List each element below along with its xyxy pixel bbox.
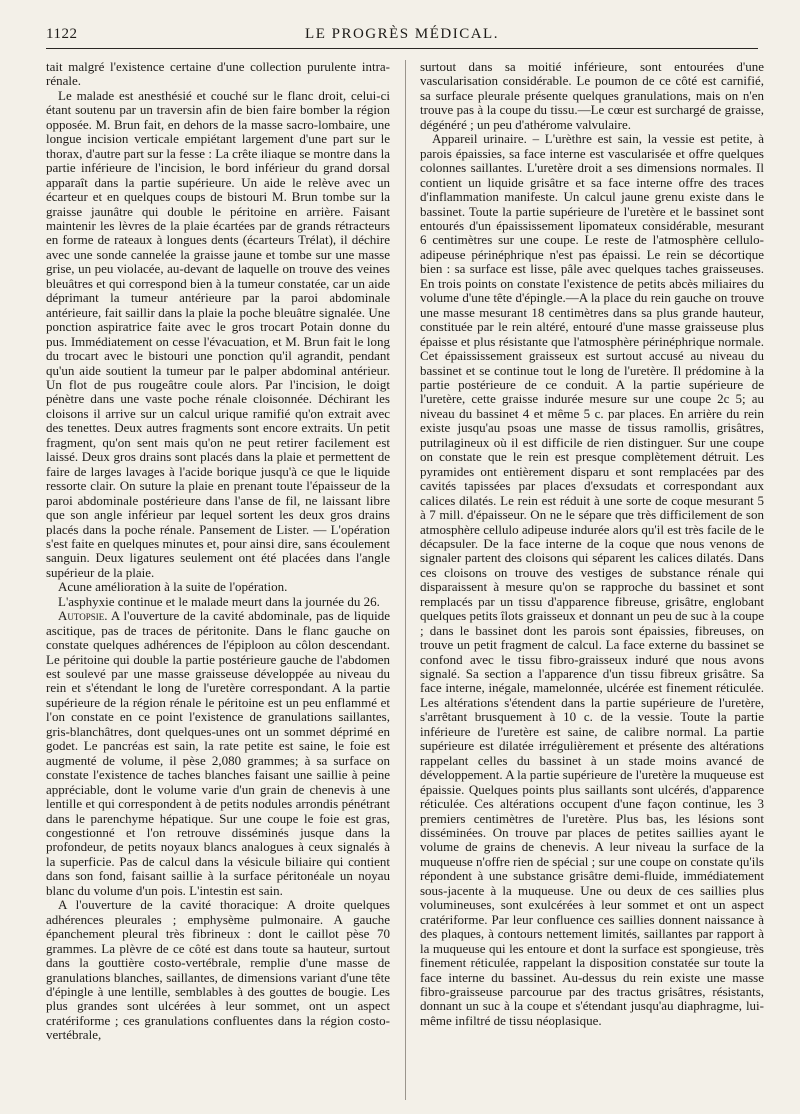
paragraph bbox=[420, 60, 764, 132]
paragraph bbox=[46, 89, 390, 580]
section-lead: Autopsie. bbox=[58, 608, 108, 624]
paragraph-text: tait malgré l'existence certaine d'une collection purulente intra-rénale. bbox=[46, 60, 390, 89]
right-column bbox=[420, 60, 764, 1100]
paragraph bbox=[46, 595, 390, 609]
running-title: LE PROGRÈS MÉDICAL. bbox=[305, 26, 499, 42]
paragraph bbox=[46, 580, 390, 594]
header-rule bbox=[46, 48, 758, 49]
paragraph-text: L'asphyxie continue et le malade meurt dans la journée du 26. bbox=[58, 593, 380, 609]
page-header bbox=[46, 26, 758, 48]
paragraph-text: Appareil urinaire. – L'urèthre est sain, la vessie est petite, à parois épaissies, sa face interne est vascularisée et offre quelques colonnes saillantes. L'uretère droit a ses dimensions normales. Il contient un liquide grisâtre et sa face interne offre des traces d'inflammation manifeste. Un calcul jaune grenu existe dans le bassinet. Toute la partie supérieure de l'uretère et le bassinet sont entourés d'un épaississement lipomateux considérable, mesurant 6 centimètres sur une coupe. Le reste de l'atmosphère cellulo-adipeuse périnéphrique n'est pas épaissi. Le rein se décortique bien : sa surface est lisse, pâle avec quelques taches graisseuses. En trois points on constate l'existence de petits abcès miliaires du volume d'une tête d'épingle.—A la place du rein gauche on trouve une masse mesurant 18 centimètres dans sa plus grande hauteur, constituée par le rein altéré, entouré d'une masse graisseuse plus épaisse et plus résistante que l'atmosphère périnéphrique normale. Cet épaississement graisseux est surtout accusé au niveau du bassinet et se continue tout le long de l'uretère. Il prédomine à la partie postérieure de ce conduit. A la partie supérieure de l'uretère, cette graisse indurée mesure sur une coupe 2c 5; au niveau du bassinet 4 et même 5 c. par places. En arrière du rein existe jusqu'au psoas une masse de tissus ramollis, grisâtres, putrilagineux où il est difficile de rien distinguer. Sur une coupe on constate que le rein est presque complètement détruit. Les pyramides ont entièrement disparu et sont remplacées par des cavités tapissées par places d'exsudats et correspondant aux calices dilatés. Le rein est réduit à une sorte de coque mesurant 5 à 7 mill. d'épaisseur. On ne le sépare que très difficilement de son atmosphère cellulo adipeuse indurée alors qu'il est très facile de le décapsuler. De la face interne de la coque que nous venons de signaler partent des cloisons qui séparent les calices dilatés. Dans ces cloisons on trouve des vestiges de substance rénale qui disparaissent à mesure qu'on se rapproche du bassinet et sont remplacés par un tissu d'apparence fibreuse, grisâtre, englobant quelques petits îlots graisseux et donnant un peu de suc à la coupe ; dans le bassinet dont les parois sont épaissies, fibreuses, on trouve un petit fragment de calcul. La face externe du bassinet se confond avec le tissu fibro-graisseux induré que nous avons signalé. Sa section a l'apparence d'un tissu fibreux grisâtre. Sa face interne, inégale, mamelonnée, ulcérée est finement réticulée. Les altérations s'étendent dans la partie supérieure de l'uretère, s'arrêtant brusquement à 10 c. de la vessie. Toute la partie inférieure de l'uretère est saine, de calibre normal. La partie supérieure est dilatée irrégulièrement et présente des altérations rappelant celles du bassinet à un stade moins avancé de développement. A la partie supérieure de l'uretère la muqueuse est épaissie. Quelques points plus saillants sont ulcérés, d'apparence réticulée. Ces altérations occupent d'une façon continue, les 3 premiers centimètres de l'uretère. Plus bas, les lésions sont disséminées. On trouve par places de petites saillies ayant le volume de grains de chenevis. A leur niveau la surface de la muqueuse n'offre rien de spécial ; sur une coupe on constate qu'ils répondent à une substance grisâtre demi-fluide, immédiatement sous-jacente à la muqueuse. Une ou deux de ces saillies plus volumineuses, sont exulcérées à leur sommet et ont un aspect cratériforme. Par leur confluence ces saillies donnent naissance à des plaques, à contours nettement limités, saillantes par rapport à la muqueuse qui les entoure et dont la surface est spongieuse, très finement réticulée, rappelant la disposition constatée sur toute la face interne du bassinet. Au-dessus du rein existe une masse fibro-graisseuse parcourue par des tractus grisâtres, résistants, donnant un suc à la coupe et s'étendant jusqu'au diaphragme, lui-même infiltré de tissu néoplasique. bbox=[420, 131, 764, 1028]
paragraph-text: Acune amélioration à la suite de l'opération. bbox=[58, 579, 288, 595]
paragraph-text: A l'ouverture de la cavité abdominale, pas de liquide ascitique, pas de traces de péritonite. Dans le flanc gauche on constate quelques adhérences de l'épiploon au côlon descendant. Le péritoine qui double la partie postérieure gauche de l'abdomen est soulevé par une masse graisseuse développée au niveau du rein et s'étendant le long de l'uretère correspondant. A la partie supérieure de la région rénale le péritoine est un peu enflammé et l'on constate en ce point l'existence de granulations saillantes, gris-blanchâtres, dont quelques-unes ont un sommet déprimé en godet. Le pancréas est sain, la rate petite est saine, le foie est augmenté de volume, il pèse 2,080 grammes; à sa surface on constate l'existence de taches blanches faisant une saillie à peine appréciable, dont le volume varie d'un grain de chenevis à une lentille et qui correspondent à de petits nodules arrondis pénétrant dans le parenchyme hépatique. Sur une coupe le foie est gras, congestionné et l'on retrouve disséminés jusque dans la profondeur, de petits noyaux blancs analogues à ceux signalés à la superficie. Pas de calcul dans la vésicule biliaire qui contient dans son fond, faisant saillie à la surface péritonéale un noyau blanc du volume d'un pois. L'intestin est sain. bbox=[46, 608, 390, 898]
column-divider bbox=[405, 60, 406, 1100]
page-number: 1122 bbox=[46, 26, 78, 42]
paragraph-text: A l'ouverture de la cavité thoracique: A droite quelques adhérences pleurales ; emphysème pulmonaire. A gauche épanchement pleural très fibrineux : dont le caillot pèse 70 grammes. La plèvre de ce côté est dans toute sa hauteur, surtout dans la gouttière costo-vertébrale, remplie d'une masse de granulations blanches, saillantes, de dimensions variant d'une tête d'épingle à une lentille, semblables à des gouttes de bougie. Les plus grandes sont ulcérées à leur sommet, ont un aspect cratériforme ; ces granulations confluentes dans la région costo-vertébrale, bbox=[46, 897, 390, 1043]
paragraph bbox=[420, 132, 764, 1028]
paragraph bbox=[46, 60, 390, 89]
paragraph bbox=[46, 609, 390, 898]
paragraph-text: Le malade est anesthésié et couché sur le flanc droit, celui-ci étant soutenu par un traversin afin de bien faire bomber la région opposée. M. Brun fait, en dehors de la masse sacro-lombaire, une longue incision verticale empiétant largement d'une part sur le thorax, d'autre part sur la fesse : La crête iliaque se montre dans la partie inférieure de l'incision, le bord inférieur du grand dorsal apparaît dans la partie supérieure. Un aide le relève avec un écarteur et en quelques coups de bistouri M. Brun tombe sur la graisse jaunâtre qui double le péritoine en arrière. Faisant maintenir les lèvres de la plaie écartées par de grands rétracteurs en forme de rateaux à longues dents (écarteurs Trélat), il déchire avec une sonde cannelée la graisse jaune et tombe sur une masse grise, un peu violacée, au-devant de laquelle on trouve des veines bleuâtres et qui correspond bien à la tumeur constatée, car un aide déprimant la tumeur antérieure par la paroi abdominale antérieure, fait saillir dans la plaie la poche bleuâtre signalée. Une ponction aspiratrice faite avec le gros trocart Potain donne du pus. Immédiatement on cesse l'évacuation, et M. Brun fait le long du trocart avec le bistouri une ponction qu'il agrandit, pendant qu'un aide soutient la tumeur par le palper abdominal antérieur. Un flot de pus rougeâtre coule alors. Par l'incision, le doigt pénètre dans une vaste poche rénale cloisonnée. Déchirant les cloisons il arrive sur un calcul urique ramifié qu'on extrait avec des tenettes. Deux autres fragments sont encore extraits. Un petit fragment, qu'on sent mais qu'on ne peut retirer facilement est laissé. Deux gros drains sont placés dans la plaie et permettent de faire de larges lavages à l'acide borique jusqu'à ce que le liquide ressorte clair. On suture la plaie en prenant toute l'épaisseur de la paroi abdominale postérieure dans l'anse de fil, ne laissant libre que son angle inférieur par lequel sortent les deux gros drains placés dans la poche rénale. Pansement de Lister. — L'opération s'est faite en quelques minutes et, pour ainsi dire, sans écoulement sanguin. Deux ligatures seulement ont été placées dans l'angle supérieur de la plaie. bbox=[46, 87, 390, 580]
left-column bbox=[46, 60, 390, 1100]
paragraph-text: surtout dans sa moitié inférieure, sont entourées d'une vascularisation considérable. Le poumon de ce côté est carnifié, sa surface pleurale présente quelques granulations, mais on n'en trouve pas à la coupe du tissu.—Le cœur est surchargé de graisse, dégénéré ; un peu d'athérome valvulaire. bbox=[420, 60, 764, 132]
paragraph bbox=[46, 898, 390, 1043]
